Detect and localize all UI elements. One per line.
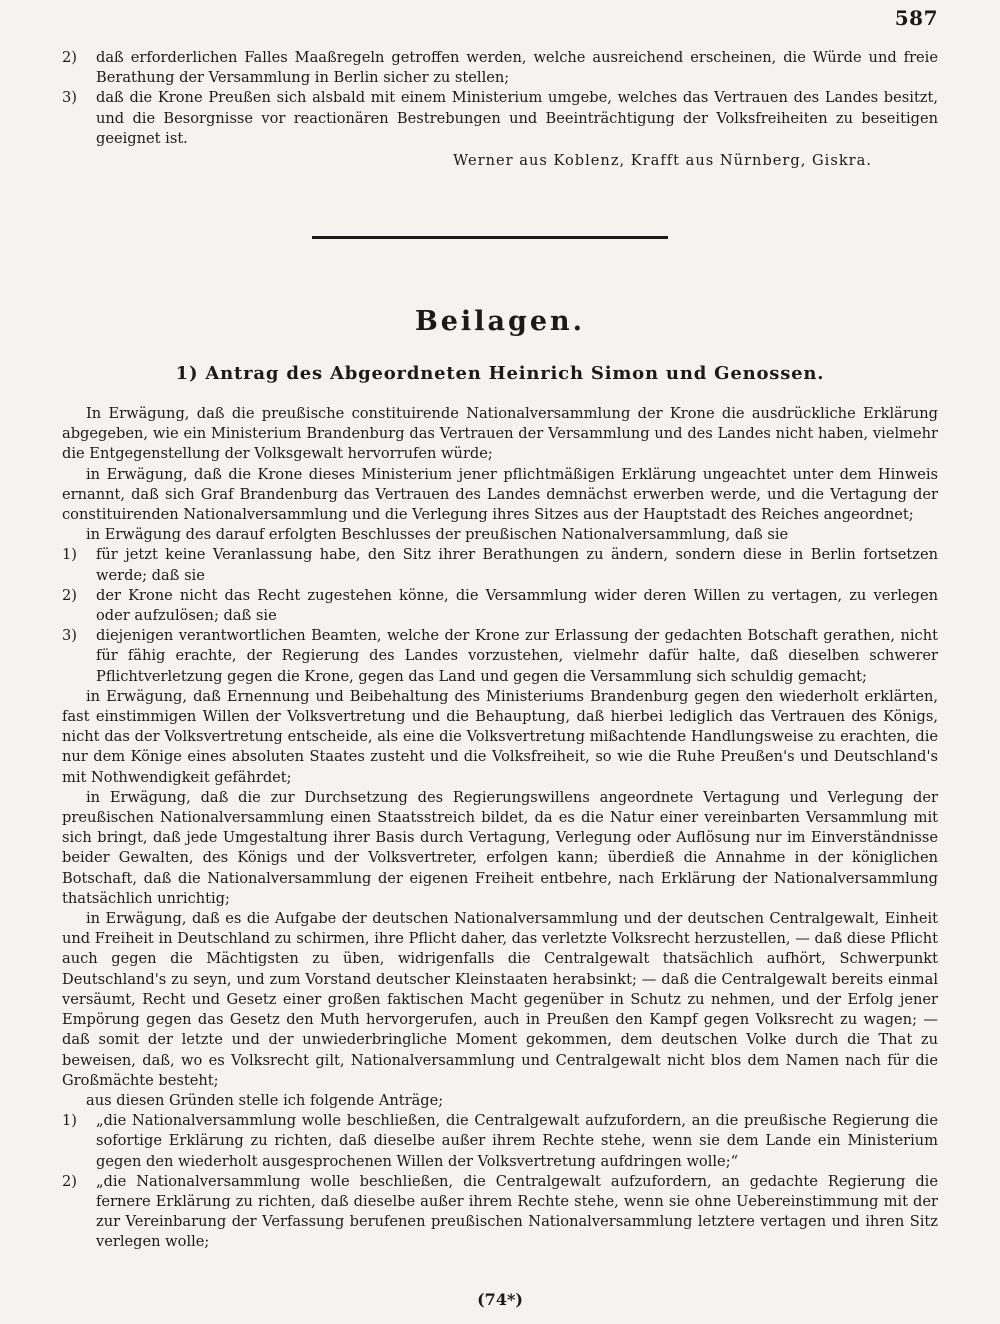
item-number: 2) <box>62 1172 77 1190</box>
paragraph: in Erwägung, daß Ernennung und Beibehaltung des Ministeriums Brandenburg gegen den wiederholt erklärten, fast einstimmigen Willen der Volksvertretung und die Behauptung, daß hierbei lediglich das Vertrauen des Königs, nicht das der Volksvertretung entscheide, als eine die Volksvertretung mißachtende Handlungsweise zu erachten, die nur dem Könige eines absoluten Staates zusteht und die Volksfreiheit, so wie die Ruhe Preußen's und Deutschland's mit Nothwendigkeit gefährdet; <box>62 687 938 786</box>
list-item <box>62 545 938 585</box>
paragraph: in Erwägung, daß es die Aufgabe der deutschen Nationalversammlung und der deutschen Centralgewalt, Einheit und Freiheit in Deutschland zu schirmen, ihre Pflicht daher, das verletzte Volksrecht herzustellen, — daß diese Pflicht auch gegen die Mächtigsten zu üben, widrigenfalls die Centralgewalt thatsächlich aufhört, Schwerpunkt Deutschland's zu seyn, und zum Vorstand deutscher Kleinstaaten herabsinkt; — daß die Centralgewalt bereits einmal versäumt, Recht und Gesetz einer großen faktischen Macht gegenüber in Schutz zu nehmen, und der Erfolg jener Empörung gegen das Gesetz den Muth hervorgerufen, auch in Preußen den Kampf gegen Volksrecht zu wagen; — daß somit der letzte und der unwiederbringliche Moment gekommen, dem deutschen Volke durch die That zu beweisen, daß, wo es Volksrecht gilt, Nationalversammlung und Centralgewalt nicht blos dem Namen nach für die Großmächte besteht; <box>62 910 938 1089</box>
previous-motion-continuation <box>62 48 938 171</box>
paragraph: in Erwägung, daß die Krone dieses Ministerium jener pflichtmäßigen Erklärung ungeachtet unter dem Hinweis ernannt, daß sich Graf Brandenburg das Vertrauen des Landes demnächst erwerben werde, und die Vertagung der constituirenden Nationalversammlung und die Verlegung ihres Sitzes aus der Hauptstadt des Reiches angeordnet; <box>62 465 938 524</box>
signatories: Werner aus Koblenz, Krafft aus Nürnberg, Giskra. <box>453 152 872 170</box>
item-text: daß die Krone Preußen sich alsbald mit einem Ministerium umgebe, welches das Vertrauen des Landes besitzt, und die Besorgnisse vor reactionären Bestrebungen und Beeinträchtigung der Volksfreiheiten zu beseitigen geeignet ist. <box>96 89 938 147</box>
item-number: 2) <box>62 49 77 66</box>
motion-title: 1) Antrag des Abgeordneten Heinrich Simon und Genossen. <box>175 363 825 384</box>
item-number: 3) <box>62 89 77 107</box>
item-text: „die Nationalversammlung wolle beschließen, die Centralgewalt aufzufordern, an die preußische Regierung die sofortige Erklärung zu richten, daß dieselbe außer ihrem Rechte stehe, wenn sie dem Lande ein Ministerium gegen den wiederholt ausgesprochenen Willen der Volksvertretung aufdringen wolle;“ <box>96 1112 938 1170</box>
list-item <box>62 1172 938 1253</box>
section-divider <box>312 236 668 239</box>
list-item <box>62 586 938 626</box>
list-item <box>62 88 938 149</box>
item-text: der Krone nicht das Recht zugestehen könne, die Versammlung wider deren Willen zu vertagen, zu verlegen oder aufzulösen; daß sie <box>96 586 938 625</box>
page-number: 587 <box>894 6 938 30</box>
list-item <box>62 1111 938 1172</box>
item-number: 3) <box>62 627 77 645</box>
section-title: Beilagen. <box>414 306 586 337</box>
paragraph: in Erwägung, daß die zur Durchsetzung des Regierungswillens angeordnete Vertagung und Verlegung der preußischen Nationalversammlung einen Staatsstreich bildet, da es die Natur einer vereinbarten Versammlung mit sich bringt, daß jede Umgestaltung ihrer Basis durch Vertagung, Verlegung oder Auflösung nur im Einverständnisse beider Gewalten, des Königs und der Volksvertreter, erfolgen kann; überdieß die Annahme in der königlichen Botschaft, daß die Nationalversammlung der eigenen Freiheit entbehre, nach Erklärung der Nationalversammlung thatsächlich unrichtig; <box>62 788 938 907</box>
motion-body <box>62 404 938 1253</box>
item-text: „die Nationalversammlung wolle beschließen, die Centralgewalt aufzufordern, an gedachte Regierung die fernere Erklärung zu richten, daß dieselbe außer ihrem Rechte stehe, wenn sie ohne Uebereinstimmung mit der zur Vereinbarung der Verfassung berufenen preußischen Nationalversammlung letztere vertagen und ihren Sitz verlegen wolle; <box>96 1172 938 1251</box>
item-number: 2) <box>62 586 77 604</box>
list-item <box>62 626 938 687</box>
item-text: diejenigen verantwortlichen Beamten, welche der Krone zur Erlassung der gedachten Botschaft gerathen, nicht für fähig erachte, der Regierung des Landes vorzustehen, vielmehr dafür halte, daß dieselben schwerer Pflichtverletzung gegen die Krone, gegen das Land und gegen die Versammlung sich schuldig gemacht; <box>96 627 938 685</box>
item-number: 1) <box>62 546 77 564</box>
paragraph: In Erwägung, daß die preußische constituirende Nationalversammlung der Krone die ausdrückliche Erklärung abgegeben, wie ein Ministerium Brandenburg das Vertrauen der Versammlung und des Landes nicht haben, vielmehr die Entgegenstellung der Volksgewalt hervorrufen würde; <box>62 405 938 463</box>
list-item <box>62 48 938 88</box>
item-text: für jetzt keine Veranlassung habe, den Sitz ihrer Berathungen zu ändern, sondern diese in Berlin fortsetzen werde; daß sie <box>96 546 938 584</box>
item-text: daß erforderlichen Falles Maaßregeln getroffen werden, welche ausreichend erscheinen, die Würde und freie Berathung der Versammlung in Berlin sicher zu stellen; <box>96 49 938 87</box>
paragraph: in Erwägung des darauf erfolgten Beschlusses der preußischen Nationalversammlung, daß sie <box>86 526 789 544</box>
signature-mark: (74*) <box>477 1290 523 1309</box>
item-number: 1) <box>62 1112 77 1130</box>
paragraph: aus diesen Gründen stelle ich folgende Anträge; <box>86 1091 444 1109</box>
